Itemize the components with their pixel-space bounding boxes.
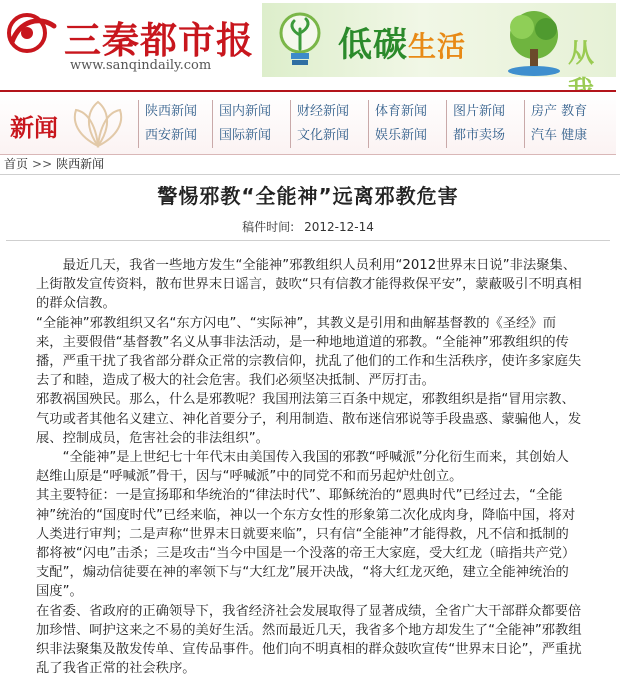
nav-link-shaanxi[interactable]: 陕西新闻 (145, 104, 198, 119)
site-logo[interactable] (4, 4, 254, 78)
nav-column (212, 100, 271, 148)
section-badge (2, 96, 130, 150)
banner-tail: 从 (568, 39, 595, 69)
article-body (36, 256, 582, 678)
site-url: www.sanqindaily.com (70, 58, 212, 73)
banner-slogan (338, 17, 466, 66)
breadcrumb (0, 154, 620, 175)
nav-link-finance[interactable]: 财经新闻 (297, 104, 350, 119)
nav-column (290, 100, 349, 148)
site-header (0, 0, 616, 84)
article-paragraph: 其主要特征：一是宣扬耶和华统治的“律法时代”、耶稣统治的“恩典时代”已经过去，“全能神”统治的“国度时代”已经来临，神以一个东方女性的形象第二次化成肉身，降临中国，将对人类进行审判；二是声称“世界末日就要来临”，只有信“全能神”才能得救，凡不信和抵制的都将被“闪电”击杀；三是攻击“当今中国是一个没落的帝王大家庭，受大红龙（暗指共产党）支配”，煽动信徒要在神的率领下与“大红龙”展开决战，“将大红龙灭绝，建立全能神统治的国度”。 (36, 488, 576, 600)
nav-link-culture[interactable]: 文化新闻 (297, 128, 350, 143)
article-paragraph: 在省委、省政府的正确领导下，我省经济社会发展取得了显著成绩，全省广大干部群众都要倍加珍惜、呵护这来之不易的美好生活。然而最近几天，我省多个地方却发生了“全能神”邪教组织非法聚集及散发传单、宣传品事件。他们向不明真相的群众鼓吹宣传“世界末日论”，严重扰乱了我省正常的社会秩序。 (36, 603, 582, 677)
nav-link-photo[interactable]: 图片新闻 (453, 104, 506, 119)
section-nav (0, 90, 616, 155)
logo-swirl-icon (6, 12, 56, 54)
section-badge-label: 新闻 (10, 114, 58, 142)
nav-link-xian[interactable]: 西安新闻 (145, 128, 198, 143)
lightbulb-icon (270, 9, 330, 71)
article-meta (0, 218, 616, 235)
nav-link-sports[interactable]: 体育新闻 (375, 104, 428, 119)
article-paragraph: 邪教祸国殃民。那么，什么是邪教呢？我国刑法第三百条中规定，邪教组织是指“冒用宗教、气功或者其他名义建立、神化首要分子，利用制造、散布迷信邪说等手段蛊惑、蒙骗他人，发展、控制成员，危害社会的非法组织”。 (36, 392, 582, 446)
nav-link-international[interactable]: 国际新闻 (219, 128, 272, 143)
breadcrumb-separator: >> (32, 157, 53, 171)
nav-link-domestic[interactable]: 国内新闻 (219, 104, 272, 119)
nav-link-entertainment[interactable]: 娱乐新闻 (375, 128, 428, 143)
article-paragraph: “全能神”邪教组织又名“东方闪电”、“实际神”，其教义是引用和曲解基督教的《圣经》而来，主要假借“基督教”名义从事非法活动，是一种地地道道的邪教。“全能神”邪教组织的传播，严重干扰了我省部分群众正常的宗教信仰，扰乱了他们的工作和生活秩序，使许多家庭失去了和睦，造成了极大的社会危害。我们必须坚决抵制、严厉打击。 (36, 315, 582, 389)
nav-link-grid (138, 100, 616, 148)
nav-link-auto-health[interactable]: 汽车 健康 (531, 128, 588, 143)
ad-banner[interactable] (262, 3, 616, 77)
nav-link-realestate-education[interactable]: 房产 教育 (531, 104, 588, 119)
article-paragraph: 最近几天，我省一些地方发生“全能神”邪教组织人员利用“2012世界末日说”非法聚集、上街散发宣传资料，散布世界末日谣言，鼓吹“只有信教才能得救保平安”，蒙蔽吸引不明真相的群众信教。 (36, 258, 582, 312)
nav-column (524, 100, 587, 148)
article-date: 2012-12-14 (304, 220, 374, 234)
article-divider (6, 240, 610, 241)
flower-decoration-icon (64, 96, 130, 152)
banner-slogan-sub: 生活 (408, 30, 467, 63)
nav-link-marketplace[interactable]: 都市卖场 (453, 128, 506, 143)
nav-column (138, 100, 197, 148)
breadcrumb-current[interactable]: 陕西新闻 (56, 157, 105, 171)
site-name: 三秦都市报 (64, 18, 254, 62)
banner-slogan-main: 低碳 (338, 25, 408, 65)
breadcrumb-home[interactable]: 首页 (4, 157, 29, 171)
article-meta-label: 稿件时间: (242, 220, 295, 234)
nav-column (446, 100, 505, 148)
article-title: 警惕邪教“全能神”远离邪教危害 (157, 184, 459, 208)
globe-tree-icon (496, 5, 572, 77)
nav-column (368, 100, 427, 148)
article-paragraph: “全能神”是上世纪七十年代末由美国传入我国的邪教“呼喊派”分化衍生而来，其创始人赵维山原是“呼喊派”骨干，因与“呼喊派”中的同党不和而另起炉灶创立。 (36, 450, 569, 485)
